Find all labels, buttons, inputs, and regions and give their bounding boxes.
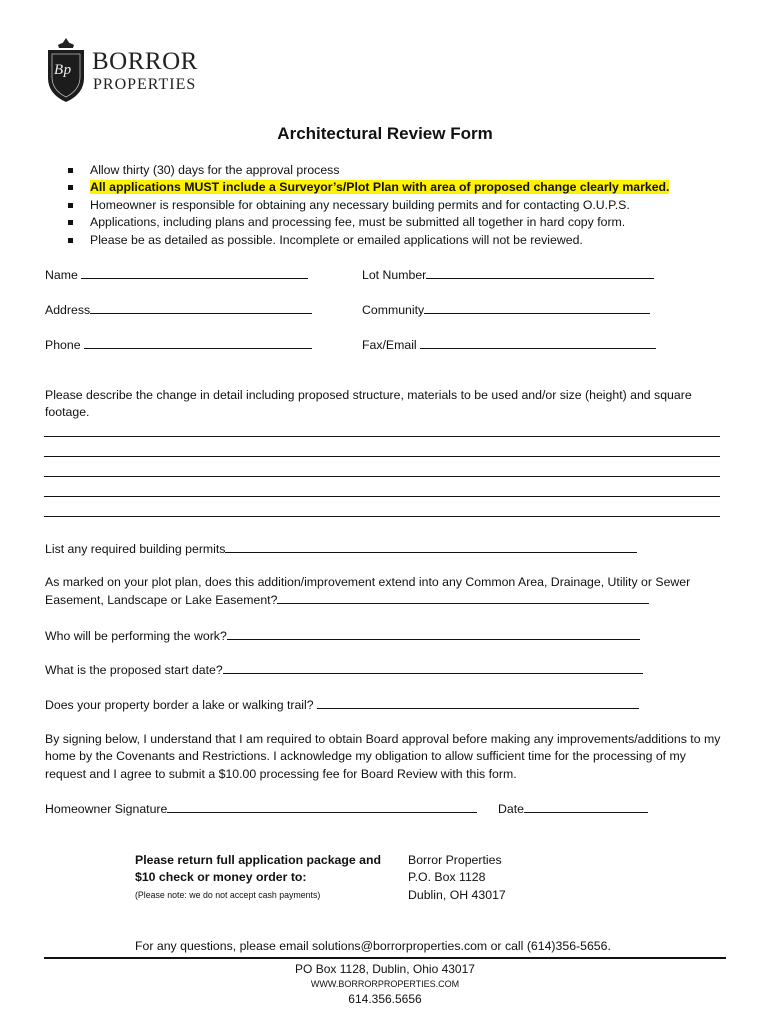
describe-prompt: Please describe the change in detail including proposed structure, materials to be used and/or size (height) and square footage.	[45, 388, 692, 420]
community-field[interactable]	[362, 301, 650, 317]
permits-label: List any required building permits	[45, 542, 226, 556]
footer-divider	[44, 957, 726, 959]
lot-number-input-line[interactable]	[426, 266, 654, 279]
date-input-line[interactable]	[524, 800, 648, 813]
signature-label: Homeowner Signature	[45, 802, 168, 816]
bullet-icon	[68, 203, 73, 208]
return-address-line: Dublin, OH 43017	[408, 887, 506, 902]
questions-contact: For any questions, please email solutions@borrorproperties.com or call (614)356-5656.	[135, 939, 611, 953]
start-date-input-line[interactable]	[223, 661, 643, 674]
footer-website[interactable]: WWW.BORRORPROPERTIES.COM	[310, 979, 460, 989]
description-line[interactable]	[44, 436, 720, 437]
description-line[interactable]	[44, 496, 720, 497]
list-item: Please be as detailed as possible. Incomplete or emailed applications will not be reviewed.	[68, 232, 669, 249]
signature-field[interactable]	[45, 800, 477, 816]
return-address	[408, 852, 506, 904]
footer-address: PO Box 1128, Dublin, Ohio 43017	[295, 962, 475, 976]
border-field[interactable]	[45, 696, 639, 712]
bullet-icon	[68, 238, 73, 243]
company-logo	[44, 36, 214, 104]
permits-field[interactable]	[45, 540, 637, 556]
return-address-line: Borror Properties	[408, 853, 502, 867]
list-item: Applications, including plans and processing fee, must be submitted all together in hard copy form.	[68, 214, 669, 231]
bullet-icon	[68, 185, 73, 190]
logo-monogram: Bp	[54, 62, 72, 78]
description-line[interactable]	[44, 476, 720, 477]
name-input-line[interactable]	[81, 266, 308, 279]
community-label: Community	[362, 303, 425, 317]
list-item: Homeowner is responsible for obtaining any necessary building permits and for contacting O.U.P.S.	[68, 197, 669, 214]
return-instructions	[135, 852, 381, 904]
start-date-field[interactable]	[45, 661, 643, 677]
easement-label: As marked on your plot plan, does this addition/improvement extend into any Common Area, Drainage, Utility or Sewer Easement, Landscape or Lake Easement?	[45, 575, 691, 608]
name-label: Name	[45, 268, 78, 282]
community-input-line[interactable]	[424, 301, 650, 314]
performer-input-line[interactable]	[227, 627, 640, 640]
start-date-label: What is the proposed start date?	[45, 663, 223, 677]
address-input-line[interactable]	[90, 301, 312, 314]
signature-input-line[interactable]	[167, 800, 477, 813]
lot-number-field[interactable]	[362, 266, 654, 282]
footer-phone: 614.356.5656	[348, 992, 422, 1006]
fax-email-label: Fax/Email	[362, 338, 417, 352]
name-field[interactable]	[45, 266, 308, 282]
phone-label: Phone	[45, 338, 81, 352]
return-address-line: P.O. Box 1128	[408, 870, 486, 885]
border-input-line[interactable]	[317, 696, 639, 709]
return-note: (Please note: we do not accept cash payments)	[135, 889, 321, 900]
list-item: Allow thirty (30) days for the approval process	[68, 162, 669, 179]
fax-email-input-line[interactable]	[420, 336, 656, 349]
agreement-text: By signing below, I understand that I am required to obtain Board approval before making any improvements/additions to my home by the Covenants and Restrictions. I acknowledge my obligation to allow sufficient time for the processing of my request and I agree to submit a $10.00 processing fee for Board Review with this form.	[45, 732, 721, 781]
logo-line2: PROPERTIES	[93, 76, 197, 93]
performer-label: Who will be performing the work?	[45, 629, 227, 643]
return-line1: Please return full application package and	[135, 853, 382, 867]
description-line[interactable]	[44, 516, 720, 517]
easement-field[interactable]	[45, 574, 725, 610]
phone-field[interactable]	[45, 336, 312, 352]
fax-email-field[interactable]	[362, 336, 656, 352]
phone-input-line[interactable]	[84, 336, 312, 349]
permits-input-line[interactable]	[225, 540, 637, 553]
bullet-icon	[68, 168, 73, 173]
easement-input-line[interactable]	[277, 591, 649, 604]
address-field[interactable]	[45, 301, 312, 317]
bullet-icon	[68, 220, 73, 225]
lot-number-label: Lot Number	[362, 268, 427, 282]
return-line2: $10 check or money order to:	[135, 870, 307, 885]
performer-field[interactable]	[45, 627, 640, 643]
date-field[interactable]	[498, 800, 648, 816]
date-label: Date	[498, 802, 524, 816]
list-item-highlighted: All applications MUST include a Surveyor’s/Plot Plan with area of proposed change clearly marked.	[68, 179, 669, 196]
address-label: Address	[45, 303, 91, 317]
description-line[interactable]	[44, 456, 720, 457]
instructions-list	[68, 162, 669, 249]
logo-line1: BORROR	[92, 48, 198, 75]
page-title: Architectural Review Form	[277, 124, 493, 143]
border-label: Does your property border a lake or walking trail?	[45, 698, 314, 712]
